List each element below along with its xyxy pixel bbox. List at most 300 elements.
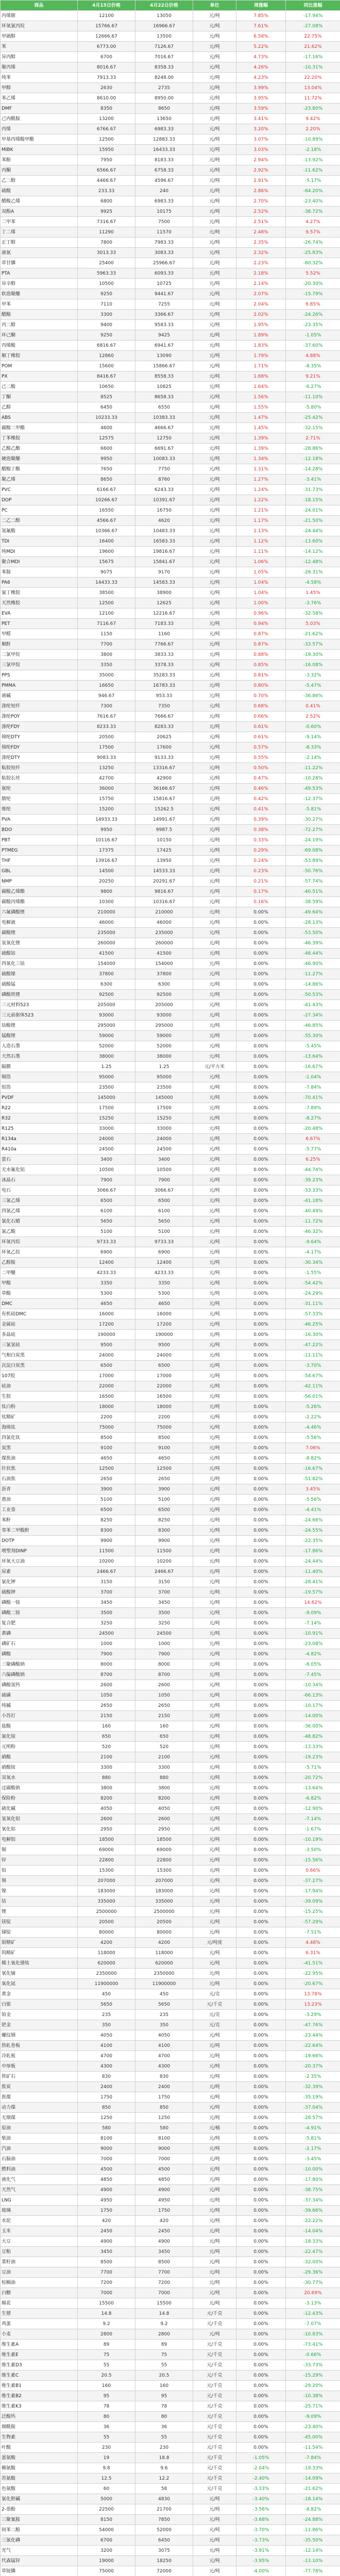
table-row [1,1835,340,1845]
cell-price-apr15: 60 [78,2484,135,2494]
cell-yoy-change: -10.38% [286,2391,340,2401]
cell-yoy-change: -25.83% [286,248,340,258]
cell-yoy-change: -51.82% [286,1474,340,1484]
cell-price-apr22: 6500 [135,1361,193,1371]
cell-yoy-change: -1.55% [286,1268,340,1278]
cell-yoy-change: -4.91% [286,2123,340,2133]
cell-commodity: MIBK [1,145,78,155]
cell-unit: 元/吨 [193,104,236,114]
table-row [1,2082,340,2092]
table-row [1,1124,340,1134]
cell-unit: 元/吨 [193,2051,236,2061]
cell-price-apr15: 7616.67 [78,711,135,722]
cell-commodity: 石油焦 [1,1474,78,1484]
cell-commodity: 焦煤 [1,2092,78,2103]
cell-yoy-change: -46.25% [286,1319,340,1330]
cell-weekly-change: 0.00% [236,1402,286,1412]
cell-price-apr15: 4600 [78,423,135,433]
table-row [1,268,340,279]
cell-commodity: 氨纶 [1,784,78,794]
cell-weekly-change: 0.00% [236,1742,286,1752]
table-row [1,2278,340,2288]
cell-commodity: 二氯甲烷 [1,650,78,660]
cell-price-apr15: 20.5 [78,2370,135,2381]
cell-price-apr15: 80000 [78,1927,135,1938]
cell-price-apr15: 15950 [78,145,135,155]
cell-price-apr22: 9987.5 [135,825,193,835]
cell-yoy-change: 5.03% [286,619,340,629]
table-row [1,2370,340,2381]
cell-unit: 元/吨 [193,258,236,268]
cell-unit: 元/吨 [193,1917,236,1927]
cell-weekly-change: 0.00% [236,1082,286,1093]
cell-price-apr15: 580 [78,2123,135,2133]
cell-yoy-change: -60.32% [286,258,340,268]
cell-yoy-change: -33.33% [286,1185,340,1196]
cell-weekly-change: 3.07% [236,134,286,145]
cell-unit: 元/吨 [193,1824,236,1835]
table-row [1,2236,340,2247]
cell-commodity: 涤纶短纤 [1,701,78,711]
cell-price-apr22: 8248.00 [135,73,193,83]
table-row [1,2504,340,2515]
cell-price-apr22: 14991.67 [135,815,193,825]
cell-price-apr15: 24500 [78,1629,135,1639]
cell-commodity: 间苯二酚 [1,2525,78,2535]
table-row [1,382,340,392]
cell-price-apr22: 3075 [135,2546,193,2556]
cell-price-apr15: 36000 [78,784,135,794]
cell-weekly-change: 0.00% [236,2278,286,2288]
cell-weekly-change: 0.57% [236,742,286,753]
table-row [1,567,340,578]
table-row [1,608,340,619]
cell-price-apr15: 9083.33 [78,753,135,763]
cell-weekly-change: 2.92% [236,165,286,176]
cell-commodity: 甲硫醇 [1,31,78,42]
cell-price-apr22: 19816.67 [135,547,193,557]
cell-price-apr22: 10500 [135,1165,193,1175]
cell-price-apr15: 15600 [78,361,135,371]
cell-unit: 元/吨 [193,1721,236,1732]
cell-unit: 元/吨 [193,227,236,238]
table-row [1,1659,340,1670]
cell-price-apr15: 2950 [78,1824,135,1835]
cell-unit: 元/吨 [193,1412,236,1422]
cell-commodity: 顺酐 [1,639,78,650]
cell-yoy-change: -42.11% [286,1381,340,1392]
cell-commodity: 隔膜 [1,1062,78,1072]
cell-unit: 元/吨 [193,464,236,474]
table-row [1,866,340,876]
cell-unit: 元/吨 [193,268,236,279]
cell-commodity: 燃料油 [1,2164,78,2175]
cell-yoy-change: -7.14% [286,1618,340,1629]
cell-commodity: 醋酸乙烯 [1,196,78,207]
cell-yoy-change: -5.77% [286,1144,340,1155]
cell-weekly-change: -4.00% [236,2566,286,2576]
cell-unit: 元/吨 [193,753,236,763]
cell-yoy-change: -30.34% [286,1258,340,1268]
table-row [1,454,340,464]
cell-unit: 元/吨 [193,124,236,134]
cell-price-apr15: 160 [78,2381,135,2391]
cell-yoy-change: -48.82% [286,1732,340,1742]
cell-unit: 元/千克 [193,2391,236,2401]
cell-yoy-change: -7.84% [286,1082,340,1093]
cell-unit: 元/吨 [193,2154,236,2164]
cell-yoy-change: -8.35% [286,361,340,371]
table-row [1,1340,340,1350]
cell-weekly-change: 0.00% [236,990,286,1000]
cell-unit: 元/吨 [193,1979,236,1989]
cell-weekly-change: 1.04% [236,588,286,598]
cell-yoy-change: -12.43% [286,2309,340,2319]
cell-price-apr22: 235000 [135,928,193,938]
cell-weekly-change: 0.87% [236,629,286,639]
cell-price-apr22: 59000 [135,1031,193,1041]
cell-yoy-change: -5.56% [286,1433,340,1443]
cell-yoy-change: -21.62% [286,2484,340,2494]
cell-weekly-change: 0.00% [236,1155,286,1165]
cell-commodity: 沥青 [1,1484,78,1495]
cell-price-apr22: 14533.33 [135,866,193,876]
table-row [1,557,340,567]
cell-commodity: 无水氟化铝 [1,1165,78,1175]
cell-weekly-change: 1.27% [236,474,286,485]
cell-price-apr22: 7900 [135,1175,193,1185]
cell-yoy-change: -38.59% [286,897,340,907]
cell-price-apr22: 2400 [135,2082,193,2092]
cell-commodity: 锌 [1,1855,78,1866]
cell-yoy-change: -37.04% [286,2103,340,2113]
cell-unit: 元/吨 [193,2278,236,2288]
cell-commodity: 炭黑 [1,1443,78,1453]
table-row [1,310,340,320]
cell-price-apr15: 3066.67 [78,1185,135,1196]
cell-yoy-change: -20.67% [286,1979,340,1989]
cell-commodity: PTMEG [1,845,78,856]
cell-price-apr22: 9170 [135,567,193,578]
cell-yoy-change: -32.15% [286,423,340,433]
table-row [1,1443,340,1453]
cell-commodity: 液化气 [1,2175,78,2185]
table-row [1,773,340,784]
cell-price-apr15: 8610.00 [78,93,135,104]
cell-price-apr22: 4050 [135,1804,193,1814]
table-row [1,227,340,238]
cell-unit: 元/吨 [193,784,236,794]
table-row [1,1392,340,1402]
cell-price-apr22: 3700 [135,1587,193,1598]
cell-commodity: 草甘膦 [1,258,78,268]
cell-unit: 元/吨 [193,1587,236,1598]
cell-commodity: 沉淀白炭黑 [1,1361,78,1371]
cell-weekly-change: 0.00% [236,1093,286,1103]
cell-unit: 元/吨 [193,918,236,928]
cell-commodity: 三氯氢硅 [1,1340,78,1350]
table-row [1,2185,340,2195]
cell-unit: 元/吨 [193,948,236,959]
cell-yoy-change: -36.86% [286,691,340,701]
table-row [1,238,340,248]
table-row [1,979,340,990]
cell-yoy-change: -18.14% [286,2494,340,2504]
cell-price-apr15: 7950 [78,155,135,165]
cell-commodity: 环己酮 [1,330,78,341]
cell-price-apr15: 4950 [78,2195,135,2206]
cell-unit: 元/吨 [193,248,236,258]
cell-weekly-change: 0.00% [236,1556,286,1567]
cell-unit: 元/吨 [193,1484,236,1495]
cell-unit: 元/吨 [193,1216,236,1227]
table-row [1,1845,340,1855]
table-row [1,413,340,423]
cell-weekly-change: 0.00% [236,1824,286,1835]
cell-weekly-change: 0.00% [236,1340,286,1350]
cell-price-apr15: 9733.33 [78,1237,135,1247]
cell-weekly-change: 0.00% [236,2422,286,2432]
cell-price-apr15: 15250 [78,1113,135,1124]
cell-commodity: 烟酰胺 [1,2422,78,2432]
cell-price-apr22: 4650 [135,1453,193,1464]
cell-unit: 元/吨 [193,145,236,155]
cell-price-apr22: 3150 [135,1577,193,1587]
cell-price-apr15: 11290 [78,227,135,238]
cell-commodity: PBT [1,835,78,845]
table-row [1,289,340,299]
cell-price-apr15: 650 [78,1732,135,1742]
cell-commodity: 气相白炭黑 [1,1350,78,1361]
cell-commodity: 硫磺 [1,1690,78,1701]
cell-yoy-change: -30.27% [286,815,340,825]
cell-price-apr22: 5650 [135,1216,193,1227]
cell-yoy-change: -17.16% [286,52,340,62]
cell-commodity: 锑锭 [1,1927,78,1938]
table-row [1,1742,340,1752]
cell-unit: 元/吨 [193,701,236,711]
cell-price-apr22: 420 [135,2216,193,2226]
cell-weekly-change: 1.68% [236,371,286,382]
cell-price-apr15: 95000 [78,1072,135,1082]
cell-price-apr22: 72000 [135,2566,193,2576]
cell-unit: 元/吨 [193,1711,236,1721]
cell-weekly-change: 0.00% [236,2123,286,2133]
table-row [1,835,340,845]
cell-price-apr22: 3378.33 [135,660,193,670]
cell-weekly-change: 4.23% [236,73,286,83]
cell-weekly-change: -3.33% [236,2484,286,2494]
cell-price-apr22: 18000 [135,1402,193,1412]
cell-weekly-change: 0.00% [236,2216,286,2226]
cell-price-apr22: 6983.33 [135,196,193,207]
cell-commodity: 硝酸铵 [1,1762,78,1773]
table-row [1,2298,340,2309]
cell-weekly-change: 0.00% [236,1052,286,1062]
cell-price-apr15: 2600 [78,1680,135,1690]
cell-unit: 元/吨 [193,732,236,742]
cell-price-apr22: 9816.67 [135,887,193,897]
cell-commodity: 复合肥 [1,1618,78,1629]
cell-price-apr22: 15262.5 [135,804,193,815]
cell-yoy-change: -6.82% [286,1793,340,1804]
cell-price-apr22: 12.2 [135,2473,193,2484]
table-row [1,1484,340,1495]
cell-price-apr15: 18000 [78,1402,135,1412]
table-row [1,1144,340,1155]
cell-price-apr15: 4850 [78,2175,135,2185]
cell-price-apr22: 12500 [135,1464,193,1474]
cell-weekly-change: 0.00% [236,1618,286,1629]
cell-weekly-change: 1.55% [236,402,286,413]
cell-commodity: 黄磷 [1,1629,78,1639]
cell-weekly-change: 1.95% [236,320,286,330]
cell-commodity: PVDF [1,1093,78,1103]
table-row [1,1958,340,1969]
cell-price-apr15: 8650 [78,474,135,485]
cell-weekly-change: 0.00% [236,1361,286,1371]
table-row [1,1072,340,1082]
cell-commodity: 氯乙酸 [1,1227,78,1237]
table-row [1,1917,340,1927]
cell-unit: 元/吨 [193,2164,236,2175]
cell-commodity: 丙烯 [1,124,78,134]
cell-yoy-change: 4.88% [286,351,340,361]
cell-price-apr15: 8350 [78,104,135,114]
table-row [1,784,340,794]
table-row [1,639,340,650]
cell-price-apr15: 17500 [78,742,135,753]
cell-weekly-change: 0.00% [236,1196,286,1206]
cell-price-apr22: 55 [135,2360,193,2370]
cell-weekly-change: 0.24% [236,856,286,866]
cell-unit: 元/吨 [193,433,236,444]
cell-price-apr22: 11500 [135,1546,193,1556]
cell-price-apr22: 41500 [135,948,193,959]
cell-commodity: 丁酮 [1,392,78,402]
cell-price-apr15: 20500 [78,732,135,742]
table-row [1,2195,340,2206]
cell-unit: 元/吨 [193,155,236,165]
cell-yoy-change: -35.19% [286,2092,340,2103]
header-yoy-change: 同比涨幅 [286,1,340,11]
cell-yoy-change: 1.45% [286,588,340,598]
table-row [1,1216,340,1227]
cell-unit: 元/吨 [193,52,236,62]
cell-unit: 元/吨 [193,691,236,701]
cell-yoy-change: -5.81% [286,2133,340,2144]
cell-price-apr22: 240 [135,186,193,196]
cell-price-apr15: 6773.00 [78,42,135,52]
cell-weekly-change: 0.94% [236,619,286,629]
cell-weekly-change: 0.00% [236,1629,286,1639]
cell-price-apr22: 6691.67 [135,444,193,454]
cell-commodity: 正丁醇 [1,238,78,248]
cell-unit: 元/吨 [193,1969,236,1979]
cell-yoy-change: -22.22% [286,2216,340,2226]
cell-weekly-change: 0.00% [236,2175,286,2185]
cell-price-apr22: 8358.33 [135,62,193,73]
cell-price-apr15: 350 [78,2020,135,2030]
cell-commodity: 107胶 [1,1371,78,1381]
cell-weekly-change: 0.88% [236,650,286,660]
cell-yoy-change: -46.85% [286,1021,340,1031]
cell-commodity: PC [1,505,78,516]
cell-commodity: 氧化镝 [1,1969,78,1979]
cell-price-apr15: 16550 [78,505,135,516]
cell-yoy-change: -69.08% [286,845,340,856]
cell-weekly-change: 0.00% [236,1659,286,1670]
cell-weekly-change: 0.50% [236,763,286,773]
cell-yoy-change: -3.32% [286,670,340,681]
cell-price-apr22: 15841.67 [135,557,193,567]
table-row [1,1701,340,1711]
cell-yoy-change: 2.52% [286,711,340,722]
cell-yoy-change: -23.40% [286,2422,340,2432]
cell-yoy-change: -66.13% [286,1690,340,1701]
cell-price-apr22: 9.2 [135,2319,193,2329]
cell-weekly-change: 0.00% [236,1855,286,1866]
cell-commodity: 色氨酸 [1,2484,78,2494]
cell-weekly-change: 0.00% [236,1896,286,1907]
cell-price-apr22: 6900 [135,1247,193,1258]
cell-yoy-change: 22.20% [286,73,340,83]
cell-weekly-change: 0.00% [236,2041,286,2051]
cell-weekly-change: 0.00% [236,2195,286,2206]
cell-weekly-change: 0.00% [236,1958,286,1969]
cell-commodity: 己内酰胺 [1,114,78,124]
cell-commodity: 顺丁橡胶 [1,351,78,361]
cell-commodity: 萤石 [1,1155,78,1165]
cell-yoy-change: -47.22% [286,1340,340,1350]
cell-price-apr22: 10391.67 [135,495,193,505]
cell-price-apr22: 6300 [135,979,193,990]
cell-unit: 元/吨 [193,1175,236,1185]
table-row [1,670,340,681]
cell-weekly-change: 0.00% [236,1237,286,1247]
cell-commodity: 钴酸锂 [1,1021,78,1031]
cell-yoy-change: -11.22% [286,763,340,773]
cell-unit: 元/吨 [193,1732,236,1742]
cell-unit: 元/吨 [193,351,236,361]
cell-unit: 元/吨 [193,1350,236,1361]
cell-yoy-change: 9.57% [286,227,340,238]
cell-yoy-change: -24.55% [286,1526,340,1536]
cell-unit: 元/吨 [193,1072,236,1082]
cell-commodity: 涤纶POY [1,711,78,722]
cell-price-apr15: 3700 [78,1587,135,1598]
cell-price-apr22: 8658.33 [135,392,193,402]
cell-commodity: 锰酸锂 [1,1031,78,1041]
cell-weekly-change: 1.79% [236,351,286,361]
cell-yoy-change: -3.29% [286,2010,340,2020]
cell-commodity: 铜箔 [1,1072,78,1082]
cell-price-apr22: 7000 [135,2154,193,2164]
cell-commodity: 有机硅DMC [1,1309,78,1319]
cell-commodity: 维纶 [1,804,78,815]
cell-weekly-change: 0.00% [236,1835,286,1845]
cell-unit: 元/平方米 [193,1062,236,1072]
cell-yoy-change: -57.29% [286,1917,340,1927]
cell-price-apr15: 2500000 [78,1907,135,1917]
table-row [1,114,340,124]
cell-commodity: 碳酸丙烯酯 [1,897,78,907]
cell-price-apr22: 3350 [135,1278,193,1289]
cell-price-apr22: 42900 [135,773,193,784]
cell-commodity: 动力煤 [1,2103,78,2113]
table-row [1,1361,340,1371]
cell-weekly-change: 0.00% [236,1969,286,1979]
